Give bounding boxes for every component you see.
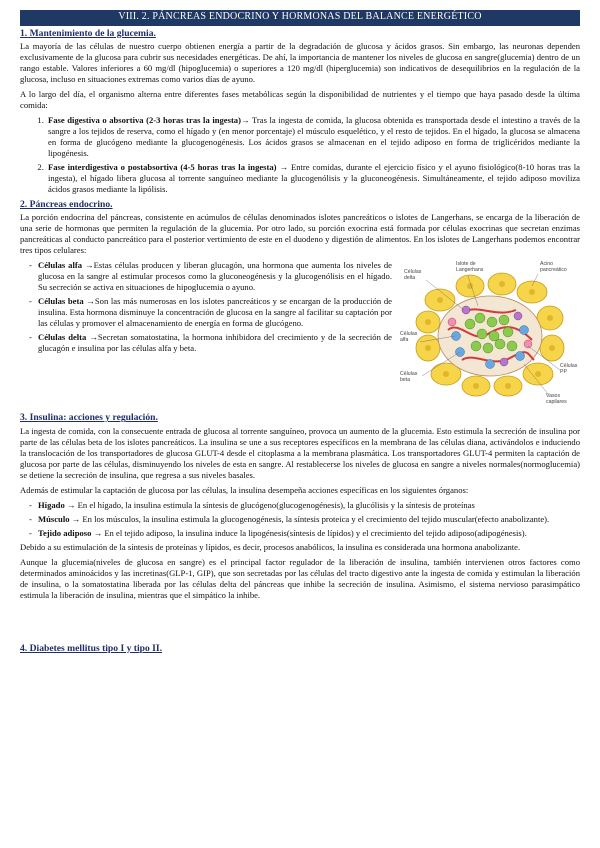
higado-text: → En el hígado, la insulina estimula la síntesis de glucógeno(glucogenogénesis), la glucólisis y la síntesis de proteínas (64, 499, 475, 510)
document-page (20, 10, 580, 656)
alpha-title: Células alfa (38, 260, 83, 271)
phase-interdigestive-text: → Entre comidas, durante el ejercicio físico y el ayuno fisiológico(8-10 horas tras la ingesta), el hígado libera glucosa al torrente sanguíneo mediante la glucogenólisis y la gluconeogénesis. Simultáneamente, el tejido adiposo moviliza ácidos grasos mediante la lipólisis. (48, 162, 580, 195)
label-vasos: Vasos capilares (546, 393, 567, 406)
islet-diagram (400, 260, 580, 410)
list-item-beta (38, 296, 392, 329)
label-beta: Células beta (400, 371, 418, 384)
list-item-delta (38, 332, 392, 354)
label-acino: Acino pancreático (540, 261, 567, 274)
list-item-adiposo (38, 528, 580, 539)
islet-illustration (400, 260, 580, 410)
phases-list (20, 115, 580, 195)
delta-text: →Secretan somatostatina, la hormona inhibidora del crecimiento y de la secreción de glucagón e insulina por las células alfa y beta. (38, 332, 392, 354)
adiposo-text: → En el tejido adiposo, la insulina induce la lipogénesis(síntesis de lípidos) y el crecimiento del tejido adiposo(adipogénesis). (91, 527, 527, 538)
beta-title: Células beta (38, 296, 84, 307)
higado-title: Hígado (38, 499, 65, 510)
musculo-title: Músculo (38, 513, 70, 524)
heading-pancreas: 2. Páncreas endocrino. (20, 199, 113, 211)
phase-interdigestive-title: Fase interdigestiva o postabsortiva (4-5 horas tras la ingesta) (48, 162, 277, 173)
paragraph-phases-intro: A lo largo del día, el organismo alterna entre diferentes fases metabólicas según la disponibilidad de nutrientes y el tiempo que haya pasado desde la última comida: (20, 89, 580, 111)
heading-diabetes: 4. Diabetes mellitus tipo I y tipo II. (20, 642, 163, 654)
beta-text: →Son las más numerosas en los islotes pancreáticos y se encargan de la producción de insulina. Esta hormona disminuye la concentración de glucosa en la sangre al facilitar su captación por las células y promover el almacenamiento de energía en forma de glucógeno. (38, 296, 392, 329)
cell-types-list (20, 260, 392, 357)
paragraph-regulation-factors: Aunque la glucemia(niveles de glucosa en sangre) es el principal factor regulador de la liberación de insulina, también intervienen otros factores como determinados aminoácidos y las incretinas(GLP-1, GIP), que son secretadas por las células del tracto digestivo ante la ingesta de comida y estimulan la liberación de insulina, o la somatostatina liberada por las células delta del páncreas que inhibe la secreción de insulina. Asimismo, el sistema nervioso parasimpático estimula la liberación de insulina, mientras que el simpático la inhibe. (20, 556, 580, 600)
phase-digestive-text: → Tras la ingesta de comida, la glucosa obtenida es transportada desde el intestino a través de la sangre a los tejidos de reserva, como el hígado y (en menor porcentaje) el músculo esquelético, y el resto de tejidos. En el hígado, la glucosa se almacena en forma de glucógeno mediante la glucogenogénesis. Los ácidos grasos se almacenan en el tejido adiposo en forma de triglicéridos mediante la lipogénesis. (48, 115, 580, 159)
cell-types-section (20, 260, 580, 410)
label-pp: Células PP (560, 363, 578, 376)
phase-interdigestive (46, 162, 580, 195)
list-item-musculo (38, 514, 580, 525)
page-spacer (20, 605, 580, 641)
heading-glucemia: 1. Mantenimiento de la glucemia. (20, 27, 156, 39)
delta-title: Células delta (38, 332, 87, 343)
adiposo-title: Tejido adiposo (38, 527, 92, 538)
list-item-alpha (38, 260, 392, 293)
organs-list (20, 500, 580, 539)
phase-digestive-title: Fase digestiva o absortiva (2-3 horas tras la ingesta) (48, 115, 241, 126)
list-item-higado (38, 500, 580, 511)
section-banner: VIII. 2. PÁNCREAS ENDOCRINO Y HORMONAS DEL BALANCE ENERGÉTICO (20, 10, 580, 26)
paragraph-anabolic: Debido a su estimulación de la síntesis de proteínas y lípidos, es decir, procesos anabólicos, la insulina es considerada una hormona anabolizante. (20, 541, 521, 552)
label-delta: Células delta (404, 269, 422, 282)
phase-digestive (46, 115, 580, 159)
label-islote: Islote de Langerhans (456, 261, 484, 274)
label-alfa: Células alfa (400, 331, 418, 344)
paragraph-insulina-organs-intro: Además de estimular la captación de glucosa por las células, la insulina desempeña acciones específicas en los siguientes órganos: (20, 484, 469, 495)
paragraph-pancreas-intro: La porción endocrina del páncreas, consistente en acúmulos de células denominados islotes pancreáticos o islotes de Langerhans, se encarga de la liberación de una serie de hormonas que permiten la regulación de la glucemia. Por otro lado, su porción exocrina está formada por células exocrinas que secretan enzimas pancreáticas al conducto pancreático para el posterior vertimiento de este en el duodeno y digestión de alimentos. En los islotes de Langerhans podemos encontrar tres tipos celulares: (20, 212, 580, 256)
heading-insulina: 3. Insulina: acciones y regulación. (20, 412, 158, 424)
paragraph-insulina-mechanism: La ingesta de comida, con la consecuente entrada de glucosa al torrente sanguíneo, provoca un aumento de la glucemia. Esto estimula la secreción de insulina por parte de las células beta de los islotes pancreáticos. La insulina se une a sus receptores específicos en la membrana de las células diana, activándolos e induciendo la translocación de los transportadores de glucosa GLUT-4 desde el citoplasma a la membrana plasmática. Los transportadores GLUT-4 permiten la captación de glucosa por parte de las células, disminuyendo los niveles de esta en sangre. Al restablecerse los niveles de glucosa en sangre a niveles normales(normoglucemia) se detiene la secreción de insulina, que regresa a sus niveles basales. (20, 425, 580, 480)
paragraph-glucemia-intro: La mayoría de las células de nuestro cuerpo obtienen energía a partir de la degradación de glucosa y ácidos grasos. Sin embargo, las neuronas dependen exclusivamente de la glucosa para cubrir sus necesidades energéticas. De ahí, la importancia de mantener los niveles de glucosa en sangre(glucemia) dentro de un rango estable. Valores inferiores a 60 mg/dl (hipoglucemia) o superiores a 120 mg/dl (hiperglucemia) son indicativos de desequilibrios en la regulación de la glucosa, incluso en situaciones extremas como varios días de ayuno. (20, 41, 580, 85)
musculo-text: → En los músculos, la insulina estimula la glucogenogénesis, la síntesis proteica y el crecimiento del tejido muscular(efecto anabolizante). (69, 513, 550, 524)
alpha-text: →Estas células producen y liberan glucagón, una hormona que aumenta los niveles de glucosa en la sangre al estimular procesos como la gluconeogénesis y la glucogenólisis en el hígado. Su secreción se activa en situaciones de hipoglucemia o ayuno. (38, 260, 392, 293)
